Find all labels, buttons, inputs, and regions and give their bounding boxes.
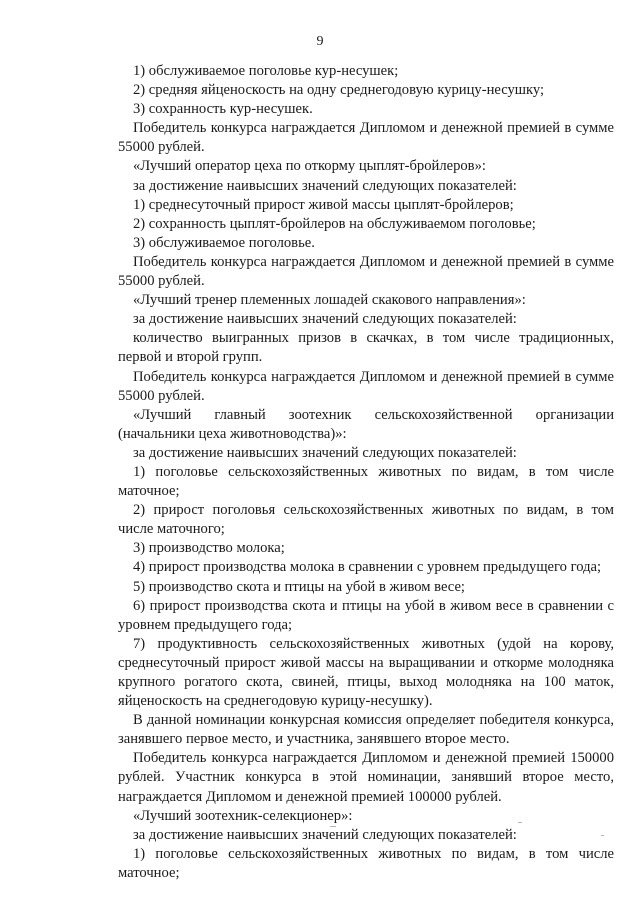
indicator-item: 3) сохранность кур-несушек. [133,101,313,118]
indicator-item: 1) среднесуточный прирост живой массы цыплят-бройлеров; [133,196,514,213]
indicator-item: 5) производство скота и птицы на убой в живом весе; [133,578,465,595]
criteria-intro: за достижение наивысших значений следующих показателей: [133,311,517,328]
award-paragraph: Победитель конкурса награждается Дипломом и денежной премией в сумме 55000 рублей. [118,253,614,290]
body-paragraph: В данной номинации конкурсная комиссия определяет победителя конкурса, занявшего первое место, и участника, занявшего второе место. [118,712,614,748]
indicator-item: 2) прирост поголовья сельскохозяйственных животных по видам, в том числе маточного; [118,502,614,538]
nomination-title: «Лучший тренер племенных лошадей скакового направления»: [133,292,526,309]
scan-artifact [330,826,336,827]
indicator-item: 6) прирост производства скота и птицы на убой в живом весе в сравнении с уровнем предыдущего года; [118,597,614,633]
document-body [118,62,614,883]
award-paragraph: Победитель конкурса награждается Дипломом и денежной премией 150000 рублей. Участник конкурса в этой номинации, занявший второе место, награждается Дипломом и денежной премией 100000 рублей. [118,750,614,805]
indicator-item: количество выигранных призов в скачках, в том числе традиционных, первой и второй групп. [118,330,614,366]
nomination-title: «Лучший главный зоотехник сельскохозяйственной организации (начальники цеха животноводства)»: [118,406,614,442]
indicator-item: 3) обслуживаемое поголовье. [133,234,315,251]
indicator-item: 7) продуктивность сельскохозяйственных животных (удой на корову, среднесуточный прирост живой массы на выращивании и откорме молодняка крупного рогатого скота, свиней, птицы, выход молодняка на 100 маток, яйценоскость на среднегодовую курицу-несушку). [118,635,614,710]
indicator-item: 2) сохранность цыплят-бройлеров на обслуживаемом поголовье; [133,215,536,232]
indicator-item: 4) прирост производства молока в сравнении с уровнем предыдущего года; [133,559,602,576]
indicator-item: 1) поголовье сельскохозяйственных животных по видам, в том числе маточное; [118,845,614,881]
award-paragraph: Победитель конкурса награждается Дипломом и денежной премией в сумме 55000 рублей. [118,120,614,156]
award-paragraph: Победитель конкурса награждается Дипломом и денежной премией в сумме 55000 рублей. [118,368,614,404]
criteria-intro: за достижение наивысших значений следующих показателей: [133,444,517,461]
scan-artifact [601,835,604,836]
criteria-intro: за достижение наивысших значений следующих показателей: [133,177,517,194]
nomination-title: «Лучший зоотехник-селекционер»: [133,807,353,824]
page-number: 9 [316,34,324,49]
nomination-title: «Лучший оператор цеха по откорму цыплят-бройлеров»: [133,158,486,175]
scan-artifact [518,822,522,823]
indicator-item: 1) поголовье сельскохозяйственных животных по видам, в том числе маточное; [118,463,614,500]
criteria-intro: за достижение наивысших значений следующих показателей: [133,826,517,843]
indicator-item: 1) обслуживаемое поголовье кур-несушек; [133,63,399,79]
indicator-item: 2) средняя яйценоскость на одну среднегодовую курицу-несушку; [133,82,545,99]
indicator-item: 3) производство молока; [133,540,285,557]
